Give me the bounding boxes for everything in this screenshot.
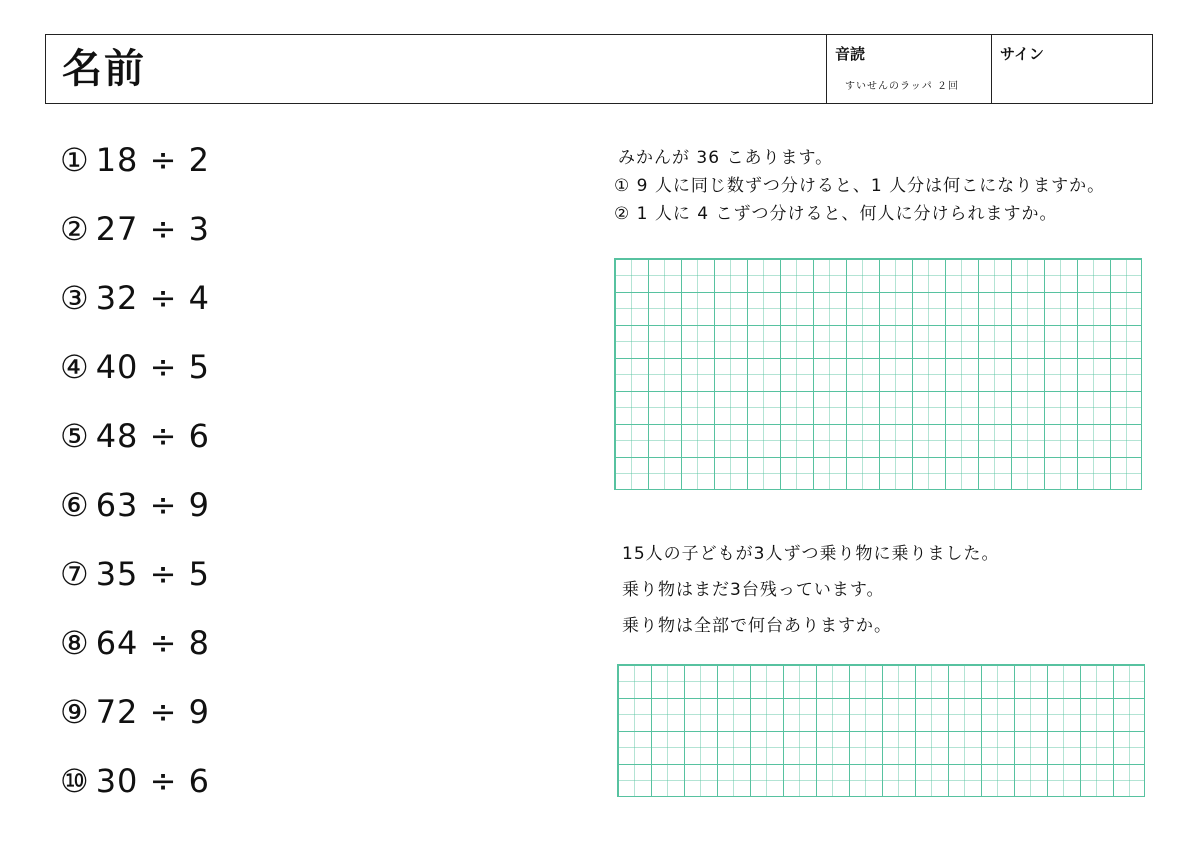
problem-expression: 27 ÷ 3 [95,210,210,248]
problem-number: ③ [60,279,90,317]
division-problems-list [60,138,360,828]
problem-number: ⑩ [60,762,90,800]
problem-expression: 72 ÷ 9 [95,693,210,731]
ondoku-cell [826,35,991,103]
word-problem-line: 乗り物は全部で何台ありますか。 [622,616,892,636]
answer-grid-oranges[interactable] [614,258,1142,490]
problem-item [60,690,360,759]
word-problem-line: みかんが 36 こあります。 [618,148,834,168]
problem-item [60,552,360,621]
sign-cell[interactable] [991,35,1154,103]
problem-number: ⑦ [60,555,90,593]
problem-item [60,138,360,207]
problem-number: ⑨ [60,693,90,731]
word-problem-line: ② 1 人に 4 こずつ分けると、何人に分けられますか。 [614,204,1058,224]
problem-item [60,345,360,414]
ondoku-label: 音読 [835,45,866,63]
problem-expression: 35 ÷ 5 [95,555,210,593]
problem-item [60,621,360,690]
answer-grid-rides[interactable] [617,664,1145,797]
problem-expression: 18 ÷ 2 [95,141,210,179]
sign-label: サイン [1000,45,1044,63]
word-problem-rides [622,539,999,647]
word-problem-line: 乗り物はまだ3台残っています。 [622,580,885,600]
ondoku-sub: すいせんのラッパ ２回 [845,81,959,92]
problem-expression: 30 ÷ 6 [95,762,210,800]
problem-item [60,483,360,552]
problem-number: ① [60,141,90,179]
problem-expression: 32 ÷ 4 [95,279,210,317]
problem-item [60,207,360,276]
problem-item [60,276,360,345]
problem-expression: 40 ÷ 5 [95,348,210,386]
problem-number: ④ [60,348,90,386]
word-problem-line: 15人の子どもが3人ずつ乗り物に乗りました。 [622,544,1000,564]
problem-expression: 63 ÷ 9 [95,486,210,524]
problem-item [60,414,360,483]
problem-number: ⑧ [60,624,90,662]
name-label: 名前 [62,46,146,92]
problem-expression: 48 ÷ 6 [95,417,210,455]
word-problem-oranges [614,144,1105,228]
problem-number: ② [60,210,90,248]
word-problem-line: ① 9 人に同じ数ずつ分けると、1 人分は何こになりますか。 [614,176,1106,196]
problem-expression: 64 ÷ 8 [95,624,210,662]
header-box [45,34,1153,104]
problem-item [60,759,360,828]
problem-number: ⑤ [60,417,90,455]
problem-number: ⑥ [60,486,90,524]
